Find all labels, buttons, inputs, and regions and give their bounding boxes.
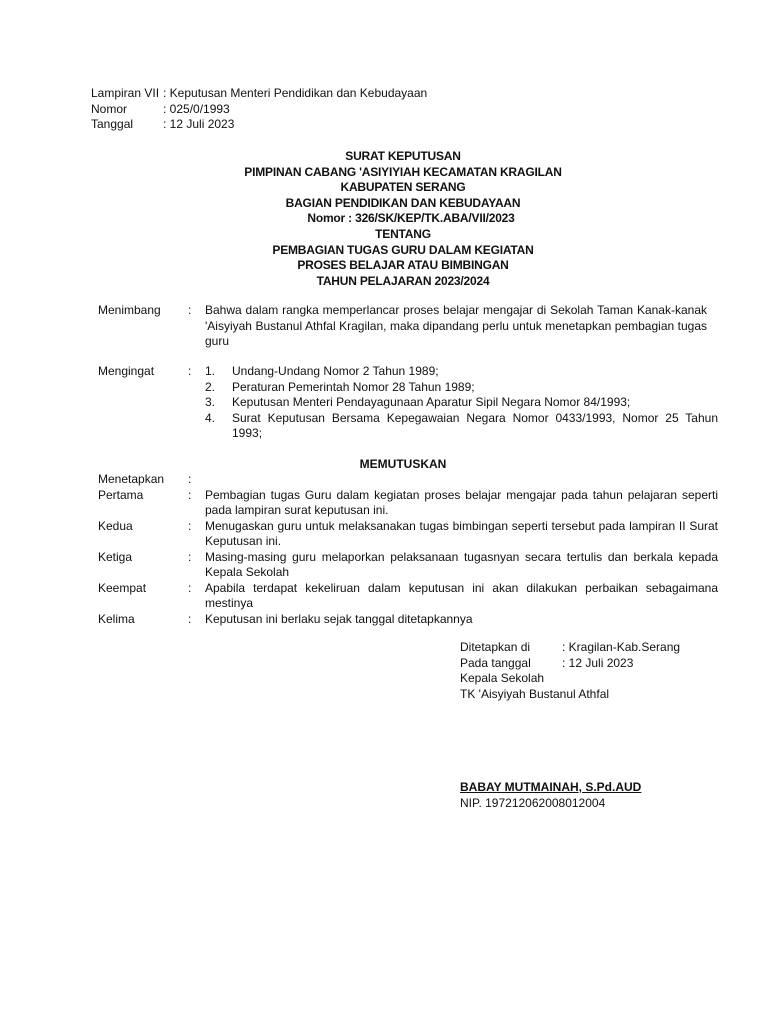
section-colon: : <box>188 549 192 564</box>
list-number: 1. <box>205 364 216 378</box>
title-decree-number: Nomor : 326/SK/KEP/TK.ABA/VII/2023 <box>307 211 515 226</box>
title-line: TENTANG <box>375 226 431 241</box>
meta-row-nomor <box>91 102 427 118</box>
section-colon: : <box>188 518 192 533</box>
decision-ketiga <box>98 550 718 581</box>
list-item <box>205 380 718 396</box>
sign-value: : Kragilan-Kab.Serang <box>562 640 681 654</box>
list-number: 2. <box>205 379 216 394</box>
section-colon: : <box>188 580 192 595</box>
section-key: Keempat <box>98 580 147 595</box>
sign-value: : 12 Juli 2023 <box>562 655 634 670</box>
decision-list <box>98 472 718 627</box>
decision-keempat <box>98 581 718 612</box>
sign-key: Pada tanggal <box>460 655 531 670</box>
meta-key: Tanggal <box>91 117 134 131</box>
sign-row-date <box>460 656 680 672</box>
meta-value: : 025/0/1993 <box>163 101 230 116</box>
section-text: Masing-masing guru melaporkan pelaksanaan tugasnyan secara tertulis dan berkala kepada Kepala Sekolah <box>205 549 718 579</box>
signer-identity <box>460 780 641 811</box>
meta-key: Lampiran VII <box>91 86 160 100</box>
section-text <box>205 472 718 488</box>
meta-row-tanggal <box>91 117 427 133</box>
section-text: Pembagian tugas Guru dalam kegiatan proses belajar mengajar pada tahun pelajaran seperti pada lampiran surat keputusan ini. <box>205 487 718 517</box>
section-key: Kelima <box>98 611 135 626</box>
section-menimbang <box>98 303 707 350</box>
section-colon: : <box>188 364 192 378</box>
list-text: Undang-Undang Nomor 2 Tahun 1989; <box>232 364 439 378</box>
section-key: Pertama <box>98 487 144 502</box>
meta-row-lampiran <box>91 86 427 102</box>
section-key: Ketiga <box>98 549 133 564</box>
title-line: BAGIAN PENDIDIKAN DAN KEBUDAYAAN <box>285 195 521 210</box>
signer-name: BABAY MUTMAINAH, S.Pd.AUD <box>460 780 642 794</box>
signer-institution: TK 'Aisyiyah Bustanul Athfal <box>460 686 610 701</box>
sign-row-place <box>460 640 680 656</box>
title-line: PROSES BELAJAR ATAU BIMBINGAN <box>297 258 509 273</box>
decision-kedua <box>98 519 718 550</box>
signer-position: Kepala Sekolah <box>460 671 545 685</box>
section-colon: : <box>188 487 192 502</box>
attachment-meta <box>91 86 427 133</box>
section-key: Kedua <box>98 518 133 533</box>
section-key: Menetapkan <box>98 472 165 486</box>
section-text: Bahwa dalam rangka memperlancar proses belajar mengajar di Sekolah Taman Kanak-kanak 'Aisyiyah Bustanul Athfal Kragilan, maka dipandang perlu untuk menetapkan pembagian tugas guru <box>205 303 707 348</box>
meta-value: : 12 Juli 2023 <box>163 117 235 131</box>
title-line: KABUPATEN SERANG <box>340 180 466 195</box>
list-item <box>205 411 718 442</box>
title-line: PIMPINAN CABANG 'ASIYIYIAH KECAMATAN KRAGILAN <box>244 164 562 179</box>
list-text: Surat Keputusan Bersama Kepegawaian Negara Nomor 0433/1993, Nomor 25 Tahun 1993; <box>232 410 718 440</box>
list-item <box>205 364 718 380</box>
sign-key: Ditetapkan di <box>460 640 531 654</box>
meta-key: Nomor <box>91 101 128 116</box>
decision-menetapkan <box>98 472 718 488</box>
list-number: 4. <box>205 410 216 425</box>
signature-block <box>460 640 680 702</box>
list-text: Peraturan Pemerintah Nomor 28 Tahun 1989; <box>232 379 475 394</box>
title-line: SURAT KEPUTUSAN <box>345 149 461 163</box>
section-key: Mengingat <box>98 364 155 378</box>
section-text: Apabila terdapat kekeliruan dalam keputusan ini akan dilakukan perbaikan sebagaimana mestinya <box>205 580 718 610</box>
section-colon: : <box>188 611 192 626</box>
decision-heading: MEMUTUSKAN <box>359 457 447 471</box>
decision-pertama <box>98 488 718 519</box>
section-colon: : <box>188 303 192 317</box>
section-text: Keputusan ini berlaku sejak tanggal ditetapkannya <box>205 611 473 626</box>
section-key: Menimbang <box>98 303 161 317</box>
signer-nip: NIP. 197212062008012004 <box>460 795 606 810</box>
meta-value: : Keputusan Menteri Pendidikan dan Kebudayaan <box>163 86 428 100</box>
list-text: Keputusan Menteri Pendayagunaan Aparatur Sipil Negara Nomor 84/1993; <box>232 395 631 409</box>
list-item <box>205 395 718 411</box>
title-line: TAHUN PELAJARAN 2023/2024 <box>316 273 490 288</box>
document-title <box>0 149 768 289</box>
title-line: PEMBAGIAN TUGAS GURU DALAM KEGIATAN <box>272 242 534 257</box>
section-text: Menugaskan guru untuk melaksanakan tugas bimbingan seperti tersebut pada lampiran II Surat Keputusan ini. <box>205 518 718 548</box>
decision-kelima <box>98 612 718 628</box>
legal-basis-list <box>205 364 718 442</box>
section-mengingat <box>98 364 718 442</box>
section-colon: : <box>188 472 192 486</box>
list-number: 3. <box>205 395 216 409</box>
